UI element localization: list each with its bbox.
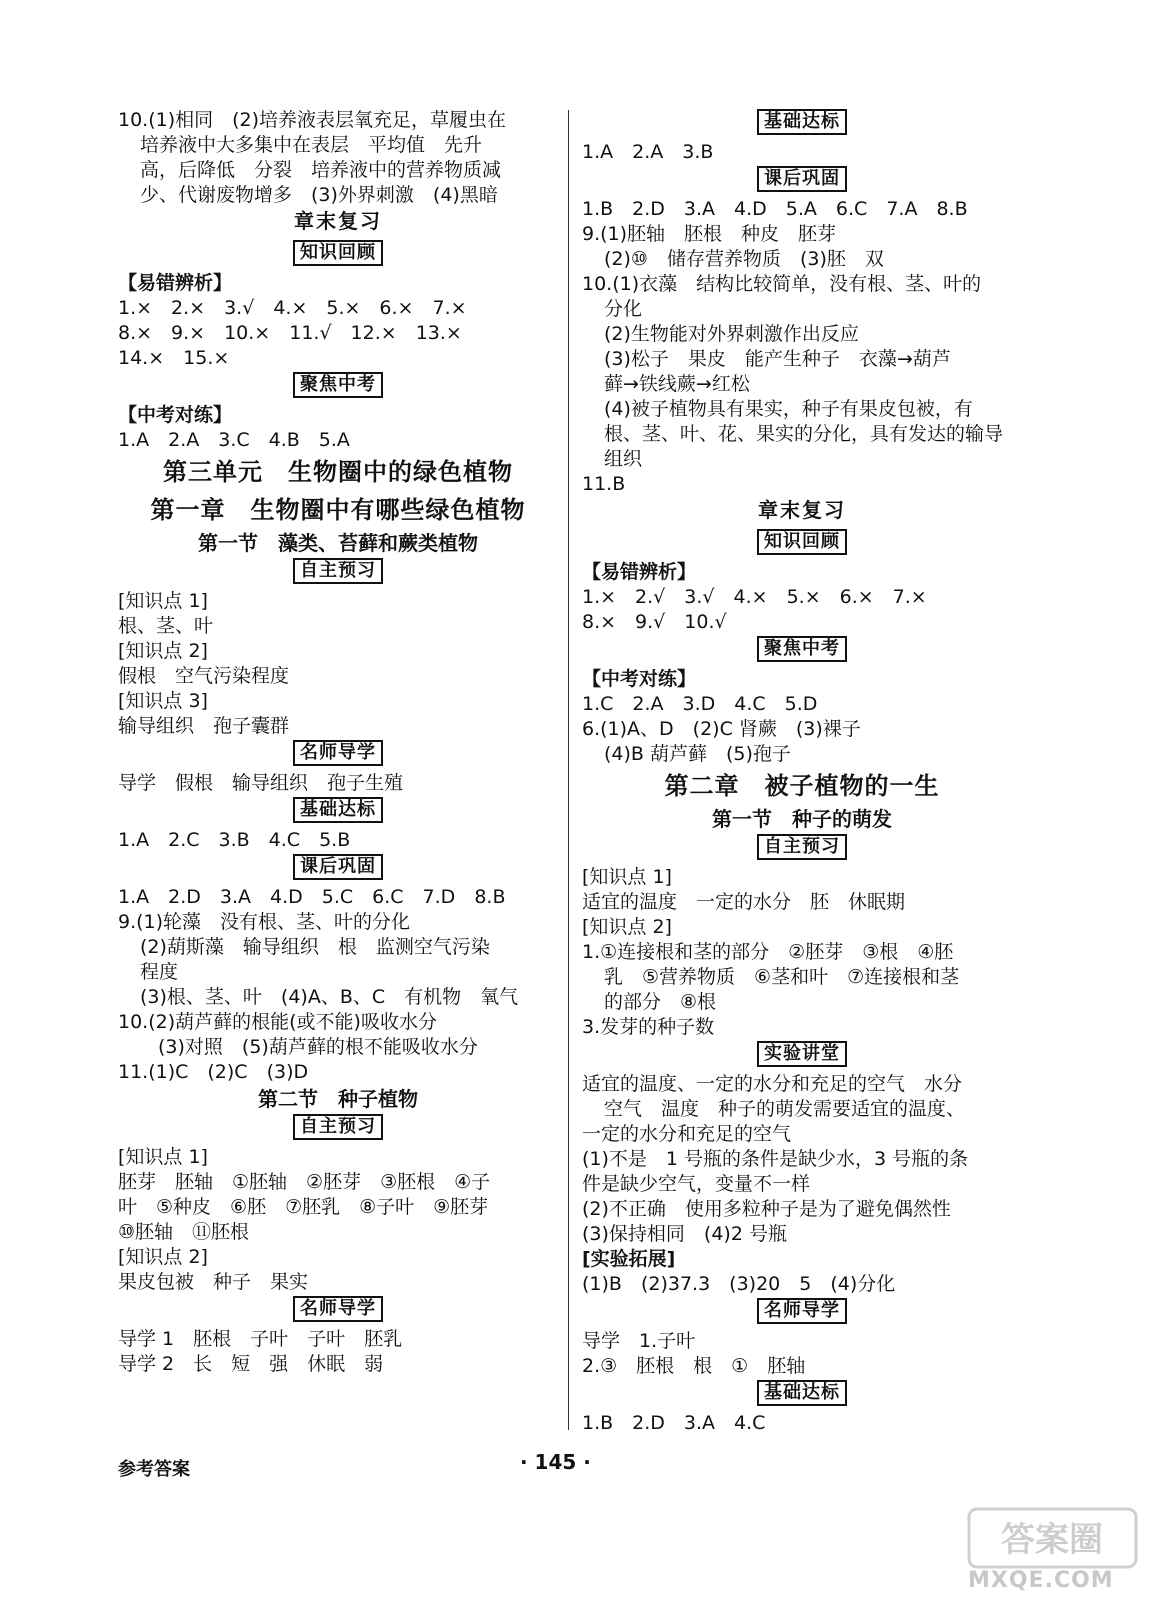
section-box-row: [582, 834, 1022, 864]
answer-line: 藓→铁线蕨→红松: [604, 373, 750, 395]
answer-line: 1.A 2.C 3.B 4.C 5.B: [118, 829, 351, 851]
answer-line: 导学 1.子叶: [582, 1330, 696, 1352]
section-box-label: 知识回顾: [293, 240, 383, 266]
section-box-row: [118, 209, 558, 239]
page-number: · 145 ·: [520, 1450, 591, 1474]
answer-line: 假根 空气污染程度: [118, 665, 290, 687]
answer-line: 根、茎、叶: [118, 615, 214, 637]
answer-line: 适宜的温度 一定的水分 胚 休眠期: [582, 891, 906, 913]
answer-line: 培养液中大多集中在表层 平均值 先升: [140, 134, 483, 156]
answer-line: 乳 ⑤营养物质 ⑥茎和叶 ⑦连接根和茎: [604, 966, 960, 988]
answer-line: 1.× 2.× 3.√ 4.× 5.× 6.× 7.×: [118, 297, 467, 319]
section-heading: 第一节 种子的萌发: [712, 807, 892, 831]
section-box-row: [118, 558, 558, 588]
answer-line: (2)生物能对外界刺激作出反应: [604, 323, 859, 345]
answer-line: 6.(1)A、D (2)C 肾蕨 (3)裸子: [582, 718, 861, 740]
answer-line: 组织: [604, 448, 643, 470]
footer-label: 参考答案: [118, 1459, 190, 1480]
answer-line: 胚芽 胚轴 ①胚轴 ②胚芽 ③胚根 ④子: [118, 1171, 491, 1193]
section-box-label: 基础达标: [757, 1380, 847, 1406]
answer-line: (1)B (2)37.3 (3)20 5 (4)分化: [582, 1273, 896, 1295]
section-box-label: 名师导学: [293, 1296, 383, 1322]
answer-line: 8.× 9.× 10.× 11.√ 12.× 13.×: [118, 322, 462, 344]
answer-line: 14.× 15.×: [118, 347, 230, 369]
answer-line: 程度: [140, 961, 179, 983]
answer-line: 1.B 2.D 3.A 4.C: [582, 1412, 766, 1434]
section-box-row: [118, 854, 558, 884]
section-box-label: 聚焦中考: [293, 372, 383, 398]
answer-line: 10.(2)葫芦藓的根能(或不能)吸收水分: [118, 1011, 437, 1033]
section-box-label: 知识回顾: [757, 529, 847, 555]
column-divider: [568, 110, 569, 1430]
section-heading: 第二节 种子植物: [258, 1087, 418, 1111]
subsection-label: 【易错辨析】: [582, 561, 697, 583]
left-column: [118, 108, 558, 1377]
answer-line: [知识点 2]: [582, 916, 672, 938]
section-box-label: 名师导学: [757, 1298, 847, 1324]
subsection-label: 【中考对练】: [582, 668, 697, 690]
subsection-label: 【中考对练】: [118, 404, 233, 426]
answer-line: 根、茎、叶、花、果实的分化，具有发达的输导: [604, 423, 1004, 445]
section-box-label: 基础达标: [293, 797, 383, 823]
answer-line: (4)被子植物具有果实，种子有果皮包被，有: [604, 398, 973, 420]
section-box-row: [582, 529, 1022, 559]
answer-line: [知识点 1]: [118, 590, 208, 612]
answer-line: 果皮包被 种子 果实: [118, 1271, 309, 1293]
answer-line: 1.A 2.A 3.C 4.B 5.A: [118, 429, 350, 451]
section-box-row: [118, 740, 558, 770]
section-box-row: [582, 166, 1022, 196]
answer-line: (2)⑩ 储存营养物质 (3)胚 双: [604, 248, 884, 270]
answer-line: (3)保持相同 (4)2 号瓶: [582, 1223, 787, 1245]
answer-line: 分化: [604, 298, 643, 320]
answer-line: 空气 温度 种子的萌发需要适宜的温度、: [604, 1098, 966, 1120]
answer-line: [知识点 2]: [118, 640, 208, 662]
section-box-label: 自主预习: [293, 1114, 383, 1140]
answer-line: 适宜的温度、一定的水分和充足的空气 水分: [582, 1073, 963, 1095]
answer-line: 1.× 2.√ 3.√ 4.× 5.× 6.× 7.×: [582, 586, 927, 608]
section-box-label: 聚焦中考: [757, 636, 847, 662]
answer-line: 3.发芽的种子数: [582, 1016, 715, 1038]
answer-line: (2)不正确 使用多粒种子是为了避免偶然性: [582, 1198, 951, 1220]
watermark-logo-text: 答案圈: [1001, 1520, 1103, 1560]
section-box-row: [118, 1296, 558, 1326]
answer-line: [知识点 1]: [118, 1146, 208, 1168]
answer-line: (4)B 葫芦藓 (5)孢子: [604, 743, 791, 765]
section-box-row: [582, 1298, 1022, 1328]
answer-line: 输导组织 孢子囊群: [118, 715, 290, 737]
section-box-label: 课后巩固: [757, 166, 847, 192]
answer-line: 高，后降低 分裂 培养液中的营养物质减: [140, 159, 502, 181]
answer-line: 导学 假根 输导组织 孢子生殖: [118, 772, 404, 794]
answer-line: 导学 1 胚根 子叶 子叶 胚乳: [118, 1328, 403, 1350]
answer-line: 9.(1)轮藻 没有根、茎、叶的分化: [118, 911, 411, 933]
chapter-heading: 第一章 生物圈中有哪些绿色植物: [150, 496, 526, 524]
section-box-label: 自主预习: [293, 558, 383, 584]
answer-line: ⑩胚轴 ⑪胚根: [118, 1221, 250, 1243]
section-title: 章末复习: [294, 209, 382, 233]
answer-line: 1.B 2.D 3.A 4.D 5.A 6.C 7.A 8.B: [582, 198, 968, 220]
subsection-label: 【易错辨析】: [118, 272, 233, 294]
answer-line: 1.A 2.D 3.A 4.D 5.C 6.C 7.D 8.B: [118, 886, 506, 908]
section-box-label: 名师导学: [293, 740, 383, 766]
answer-line: [知识点 2]: [118, 1246, 208, 1268]
section-box-row: [582, 1041, 1022, 1071]
answer-line: (1)不是 1 号瓶的条件是缺少水，3 号瓶的条: [582, 1148, 969, 1170]
section-box-label: 课后巩固: [293, 854, 383, 880]
answer-line: [知识点 1]: [582, 866, 672, 888]
answer-line: 9.(1)胚轴 胚根 种皮 胚芽: [582, 223, 837, 245]
answer-line: [知识点 3]: [118, 690, 208, 712]
answer-line: 10.(1)相同 (2)培养液表层氧充足，草履虫在: [118, 109, 507, 131]
answer-line: 1.C 2.A 3.D 4.C 5.D: [582, 693, 818, 715]
answer-line: 1.A 2.A 3.B: [582, 141, 714, 163]
answer-line: 1.①连接根和茎的部分 ②胚芽 ③根 ④胚: [582, 941, 954, 963]
section-box-row: [582, 498, 1022, 528]
answer-line: 一定的水分和充足的空气: [582, 1123, 792, 1145]
answer-line: (3)对照 (5)葫芦藓的根不能吸收水分: [158, 1036, 478, 1058]
section-heading: 第一节 藻类、苔藓和蕨类植物: [198, 531, 478, 555]
watermark-caption: MXQE.COM: [968, 1568, 1114, 1593]
section-box-row: [582, 636, 1022, 666]
answer-line: 少、代谢废物增多 (3)外界刺激 (4)黑暗: [140, 184, 498, 206]
section-box-row: [118, 797, 558, 827]
chapter-heading: 第三单元 生物圈中的绿色植物: [163, 458, 513, 486]
answer-line: 导学 2 长 短 强 休眠 弱: [118, 1353, 384, 1375]
section-box-row: [118, 240, 558, 270]
section-title: 章末复习: [758, 498, 846, 522]
answer-line: 11.(1)C (2)C (3)D: [118, 1061, 309, 1083]
answer-line: (3)根、茎、叶 (4)A、B、C 有机物 氧气: [140, 986, 519, 1008]
section-box-label: 基础达标: [757, 109, 847, 135]
answer-line: 2.③ 胚根 根 ① 胚轴: [582, 1355, 806, 1377]
section-box-label: 实验讲堂: [757, 1041, 847, 1067]
answer-line: (3)松子 果皮 能产生种子 衣藻→葫芦: [604, 348, 951, 370]
section-box-row: [582, 1380, 1022, 1410]
answer-line: 10.(1)衣藻 结构比较简单，没有根、茎、叶的: [582, 273, 982, 295]
answer-line: 11.B: [582, 473, 626, 495]
section-box-label: 自主预习: [757, 834, 847, 860]
answer-line: (2)葫斯藻 输导组织 根 监测空气污染: [140, 936, 490, 958]
answer-line: 件是缺少空气，变量不一样: [582, 1173, 811, 1195]
answer-line: 8.× 9.√ 10.√: [582, 611, 727, 633]
section-box-row: [582, 109, 1022, 139]
chapter-heading: 第二章 被子植物的一生: [664, 772, 940, 800]
answer-line: 的部分 ⑧根: [604, 991, 717, 1013]
section-box-row: [118, 1114, 558, 1144]
answer-line: 叶 ⑤种皮 ⑥胚 ⑦胚乳 ⑧子叶 ⑨胚芽: [118, 1196, 489, 1218]
section-box-row: [118, 372, 558, 402]
subsection-label: [实验拓展]: [582, 1248, 676, 1270]
right-column: [582, 108, 1022, 1436]
